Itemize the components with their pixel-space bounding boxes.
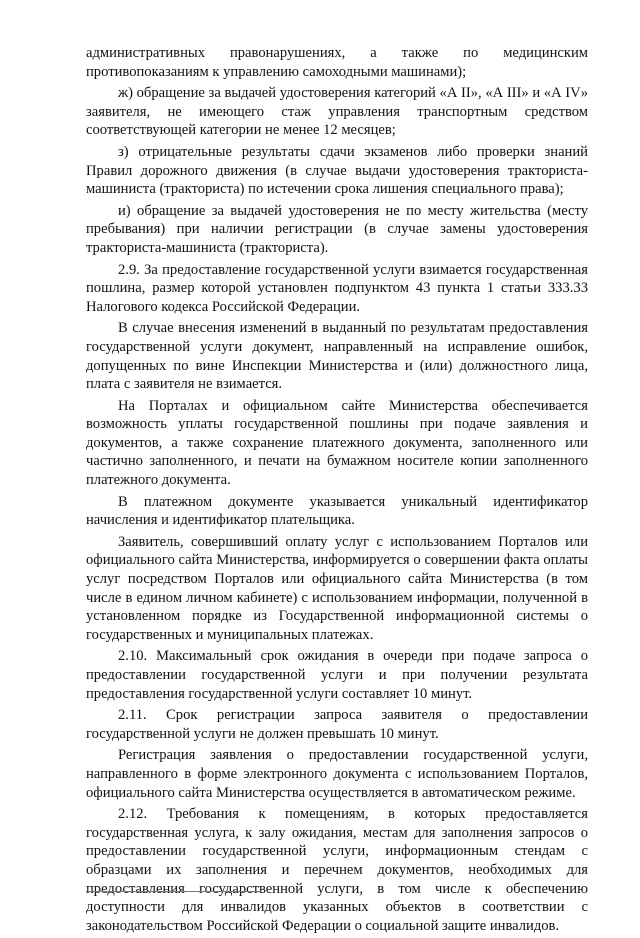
footer-divider	[86, 891, 261, 892]
paragraph-portal-payment: На Порталах и официальном сайте Министерства обеспечивается возможность уплаты государственной пошлины при подаче заявления и документов, а также сохранение платежного документа, заполненного или частично заполненного, и печати на бумажном носителе копии заполненного платежного документа.	[86, 397, 588, 489]
paragraph-item-i: и) обращение за выдачей удостоверения не по месту жительства (месту пребывания) при наличии регистрации (в случае замены удостоверения тракториста-машиниста (тракториста).	[86, 202, 588, 256]
paragraph-item-zh: ж) обращение за выдачей удостоверения категорий «А II», «А III» и «А IV» заявителя, не имеющего стаж управления транспортным средством соответствующей категории не менее 12 месяцев;	[86, 85, 588, 139]
paragraph-2-9: 2.9. За предоставление государственной услуги взимается государственная пошлина, размер которой установлен подпунктом 43 пункта 1 статьи 333.33 Налогового кодекса Российской Федерации.	[86, 261, 588, 315]
paragraph-payment-notification: Заявитель, совершивший оплату услуг с использованием Порталов или официального сайта Министерства, информируется о совершении факта оплаты услуг посредством Порталов или официального сайта Министерства (в том числе в едином личном кабинете) с использованием информации, полученной в установленном порядке из Государственной информационной системы о государственных и муниципальных платежах.	[86, 533, 588, 643]
paragraph-continuation: административных правонарушениях, а также по медицинским противопоказаниям к управлению самоходными машинами);	[86, 45, 588, 80]
paragraph-fee-exemption: В случае внесения изменений в выданный по результатам предоставления государственной услуги документ, направленный на исправление ошибок, допущенных по вине Инспекции Министерства и (или) должностного лица, плата с заявителя не взимается.	[86, 320, 588, 393]
paragraph-payment-identifier: В платежном документе указывается уникальный идентификатор начисления и идентификатор плательщика.	[86, 493, 588, 529]
document-page	[86, 44, 588, 938]
paragraph-2-12: 2.12. Требования к помещениям, в которых предоставляется государственная услуга, к залу ожидания, местам для заполнения запросов о предоставлении государственной услуги, информационным стендам с образцами их заполнения и перечнем документов, необходимых для предоставления государственной услуги, в том числе к обеспечению доступности для инвалидов указанных объектов в соответствии с законодательством Российской Федерации о социальной защите инвалидов.	[86, 806, 588, 934]
paragraph-2-10: 2.10. Максимальный срок ожидания в очереди при подаче запроса о предоставлении государственной услуги и при получении результата предоставления государственной услуги составляет 10 минут.	[86, 648, 588, 702]
paragraph-item-z: з) отрицательные результаты сдачи экзаменов либо проверки знаний Правил дорожного движения (в случае выдачи удостоверения тракториста-машиниста (тракториста) по истечении срока лишения специального права);	[86, 143, 588, 198]
paragraph-registration: Регистрация заявления о предоставлении государственной услуги, направленного в форме электронного документа с использованием Порталов, официального сайта Министерства осуществляется в автоматическом режиме.	[86, 747, 588, 801]
paragraph-2-11: 2.11. Срок регистрации запроса заявителя о предоставлении государственной услуги не должен превышать 10 минут.	[86, 707, 588, 742]
